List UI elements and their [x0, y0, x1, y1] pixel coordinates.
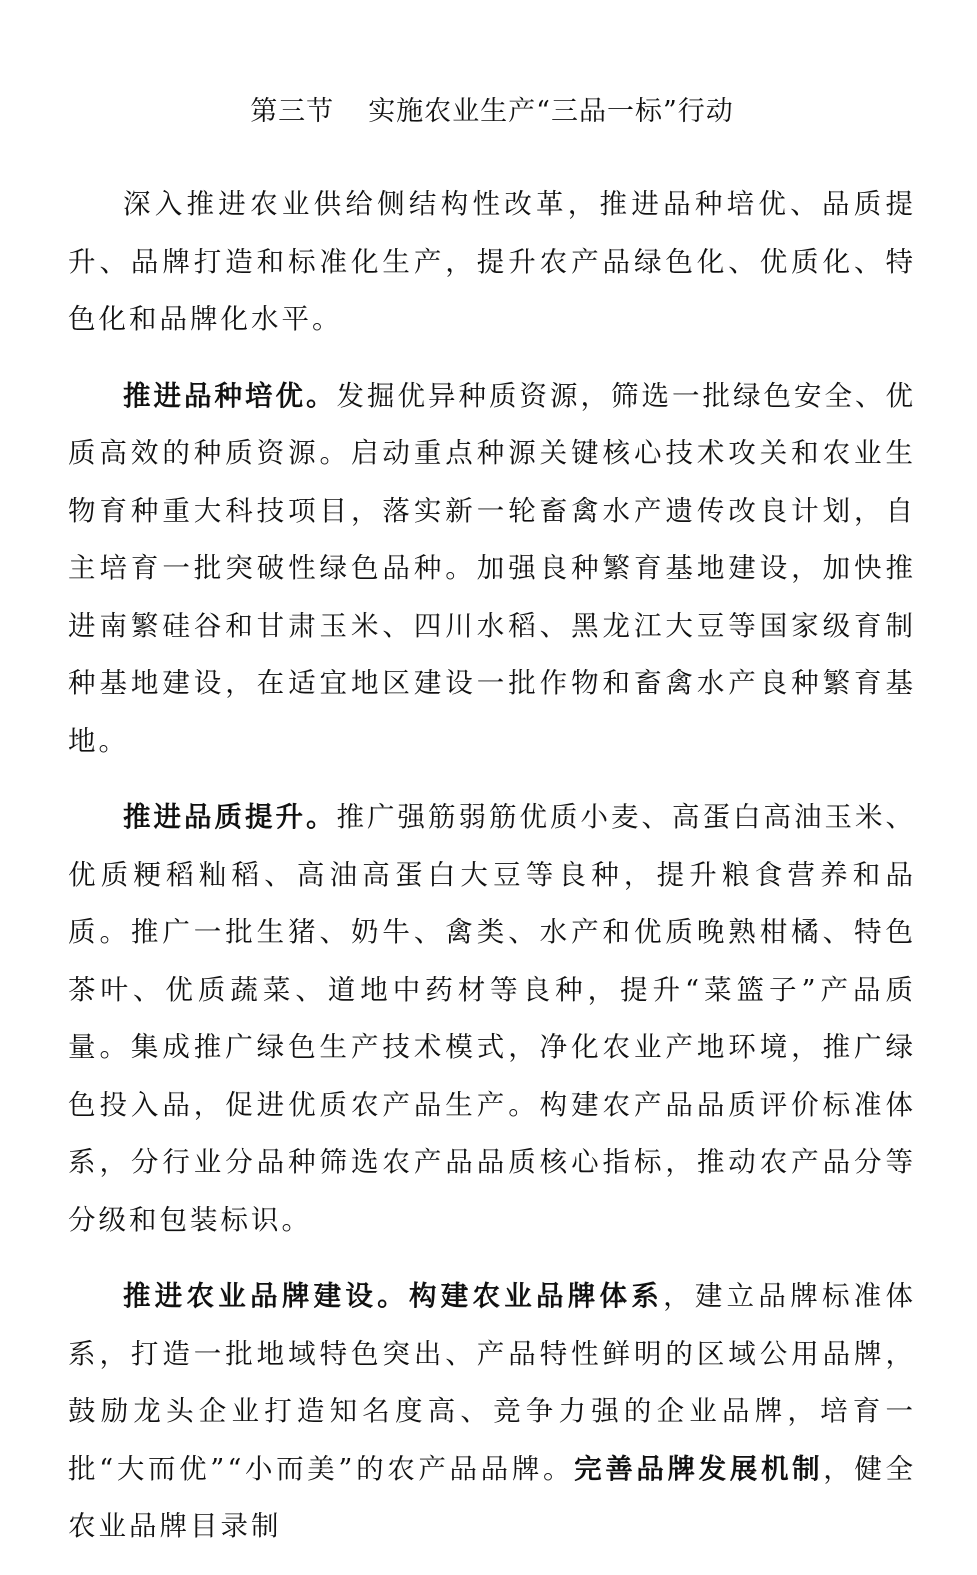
paragraph-text: ，建立品牌标准体系，打造一批地域特色突出、产品特性鲜明的区域公用品牌，鼓励龙头企业打造知名度高、竞争力强的企业品牌，培育一批“大而优”“小而美”的农产品品牌。 [68, 1280, 917, 1485]
paragraph-intro [68, 176, 916, 349]
paragraph-text: ，健全农业品牌目录制 [68, 1452, 917, 1542]
paragraph-sublead: 构建农业品牌体系 [408, 1280, 664, 1312]
paragraph-brand-building [68, 1268, 916, 1556]
section-number: 第三节 [250, 96, 335, 127]
document-page [68, 92, 916, 1575]
paragraph-text: 推广强筋弱筋优质小麦、高蛋白高油玉米、优质粳稻籼稻、高油高蛋白大豆等良种，提升粮食营养和品质。推广一批生猪、奶牛、禽类、水产和优质晚熟柑橘、特色茶叶、优质蔬菜、道地中药材等良种，提升“菜篮子”产品质量。集成推广绿色生产技术模式，净化农业产地环境，推广绿色投入品，促进优质农产品生产。构建农产品品质评价标准体系，分行业分品种筛选农产品品质核心指标，推动农产品分等分级和包装标识。 [68, 801, 916, 1236]
paragraph-lead: 推进品质提升。 [123, 801, 337, 833]
section-title [68, 92, 916, 132]
paragraph-text: 深入推进农业供给侧结构性改革，推进品种培优、品质提升、品牌打造和标准化生产，提升农产品绿色化、优质化、特色化和品牌化水平。 [68, 188, 916, 335]
section-heading: 实施农业生产“三品一标”行动 [368, 96, 734, 127]
paragraph-text: 发掘优异种质资源，筛选一批绿色安全、优质高效的种质资源。启动重点种源关键核心技术攻关和农业生物育种重大科技项目，落实新一轮畜禽水产遗传改良计划，自主培育一批突破性绿色品种。加强良种繁育基地建设，加快推进南繁硅谷和甘肃玉米、四川水稻、黑龙江大豆等国家级育制种基地建设，在适宜地区建设一批作物和畜禽水产良种繁育基地。 [68, 379, 916, 757]
paragraph-lead: 推进品种培优。 [123, 379, 337, 412]
paragraph-variety-improvement [68, 368, 916, 771]
paragraph-lead: 推进农业品牌建设。 [123, 1280, 409, 1312]
paragraph-quality-improvement [68, 789, 916, 1249]
paragraph-sublead: 完善品牌发展机制 [574, 1452, 824, 1485]
